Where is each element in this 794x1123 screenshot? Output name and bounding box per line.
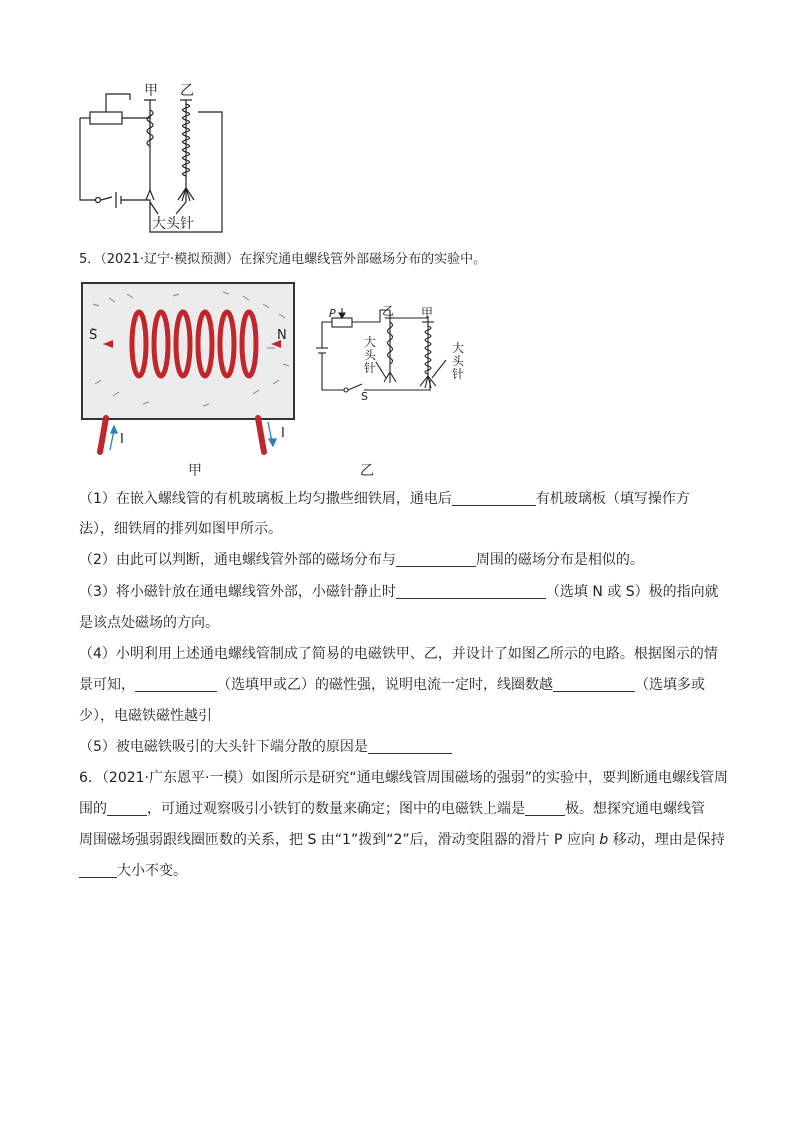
- answer-blank[interactable]: [396, 552, 476, 567]
- char: 针: [452, 367, 465, 381]
- photo-label-n: N: [277, 328, 287, 343]
- text: 周围磁场强弱跟线圈匝数的关系，把 S 由“1”拨到“2”后，滑动变阻器的滑片 P 应向: [79, 832, 600, 848]
- char: 大: [364, 335, 377, 349]
- answer-blank[interactable]: [396, 584, 546, 599]
- answer-blank[interactable]: [452, 491, 536, 506]
- q6-line3: [79, 830, 725, 850]
- q5-part3-line1: [79, 582, 719, 602]
- q5-part4-line3: 少），电磁铁磁性越引: [79, 708, 212, 724]
- char: 头: [452, 354, 465, 368]
- text: （选填 N 或 S）极的指向就: [545, 584, 719, 600]
- q5-part3-line2: 是该点处磁场的方向。: [79, 615, 219, 631]
- label-pins: 大头针: [152, 216, 194, 232]
- text: 有机玻璃板（填写操作方: [535, 491, 690, 507]
- circuit2-label-p: P: [329, 307, 336, 320]
- text: （5）被电磁铁吸引的大头针下端分散的原因是: [79, 739, 368, 755]
- answer-blank[interactable]: [79, 863, 117, 878]
- text: 极。想探究通电螺线管: [565, 801, 705, 817]
- q5-part5: [79, 737, 452, 757]
- circuit2-label-jia: 甲: [421, 306, 434, 320]
- caption-jia: 甲: [188, 463, 202, 479]
- text: （1）在嵌入螺线管的有机玻璃板上均匀撒些细铁屑，通电后: [79, 491, 452, 507]
- answer-blank[interactable]: [135, 677, 217, 692]
- text: 景可知，: [79, 677, 135, 693]
- circuit2-pins-label-left: [364, 336, 378, 375]
- char: 头: [364, 348, 377, 362]
- circuit2-pins-label-right: [452, 342, 466, 381]
- photo-label-i-left: I: [120, 432, 124, 447]
- q6-line4: [79, 861, 187, 881]
- q5-part2: [79, 550, 644, 570]
- q5-part1-line2: 法），细铁屑的排列如图甲所示。: [79, 521, 282, 537]
- caption-yi: 乙: [360, 463, 374, 479]
- q5-part1-line1: [79, 489, 690, 509]
- text: 大小不变。: [117, 863, 187, 879]
- text: b: [599, 832, 609, 848]
- text: （3）将小磁针放在通电螺线管外部，小磁针静止时: [79, 584, 396, 600]
- photo-label-s: S: [89, 328, 98, 343]
- photo-label-i-right: I: [281, 426, 285, 441]
- answer-blank[interactable]: [525, 801, 565, 816]
- text: 移动，理由是保持: [608, 832, 725, 848]
- answer-blank[interactable]: [107, 801, 147, 816]
- text: （选填多或: [635, 677, 705, 693]
- text: 周围的磁场分布是相似的。: [475, 552, 644, 568]
- answer-blank[interactable]: [368, 739, 452, 754]
- text: （选填甲或乙）的磁性强，说明电流一定时，线圈数越: [217, 677, 553, 693]
- char: 针: [364, 361, 377, 375]
- q5-part4-line2: [79, 675, 705, 695]
- char: 大: [452, 341, 465, 355]
- q5-header: 5．（2021·辽宁·模拟预测）在探究通电螺线管外部磁场分布的实验中。: [79, 252, 487, 267]
- q5-part4-line1: （4）小明利用上述通电螺线管制成了简易的电磁铁甲、乙，并设计了如图乙所示的电路。根据图示的情: [79, 646, 718, 662]
- label-yi: 乙: [180, 83, 194, 99]
- text: （2）由此可以判断，通电螺线管外部的磁场分布与: [79, 552, 396, 568]
- answer-blank[interactable]: [553, 677, 635, 692]
- text: 围的: [79, 801, 107, 817]
- q6-line2: [79, 799, 705, 819]
- circuit2-label-s: S: [361, 390, 368, 403]
- q6-line1: 6．（2021·广东恩平·一模）如图所示是研究“通电螺线管周围磁场的强弱”的实验中，要判断通电螺线管周: [79, 770, 728, 786]
- circuit2-label-yi: 乙: [382, 304, 395, 318]
- text: ，可通过观察吸引小铁钉的数量来确定；图中的电磁铁上端是: [147, 801, 525, 817]
- label-jia: 甲: [144, 83, 158, 99]
